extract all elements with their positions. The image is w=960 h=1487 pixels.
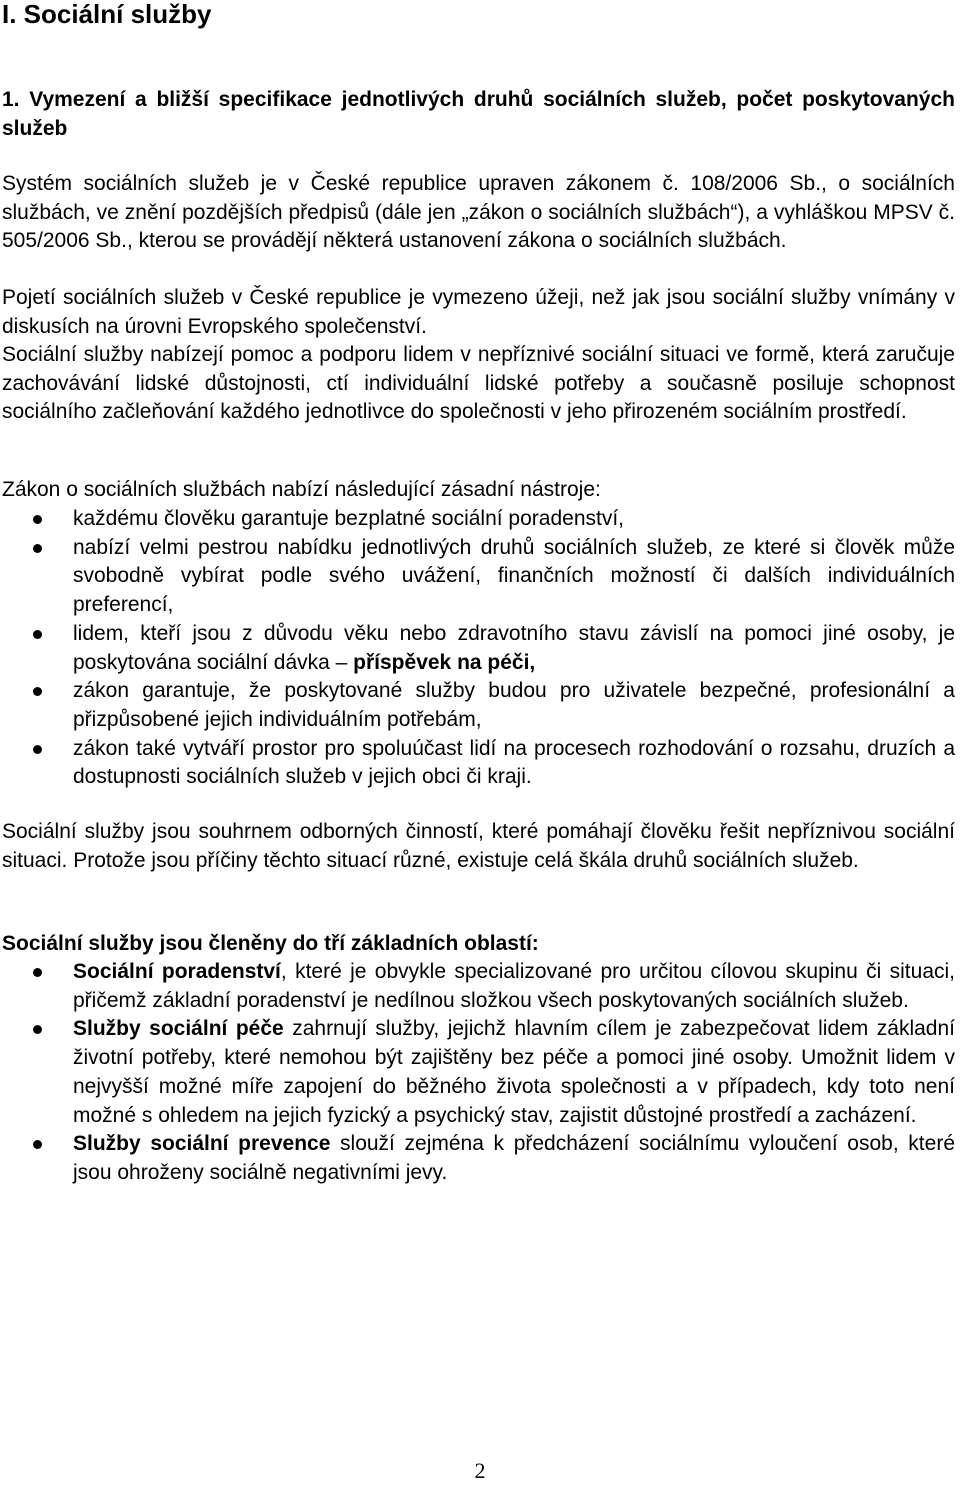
intro-paragraph-scope: Pojetí sociálních služeb v České republice je vymezeno úžeji, než jak jsou sociální služby vnímány v diskusích na úrovni Evropského společenství.	[2, 286, 955, 338]
document-title: I. Sociální služby	[2, 0, 212, 29]
bullet-icon	[33, 745, 42, 754]
area-term: Služby sociální prevence	[73, 1132, 331, 1156]
bullet-icon	[33, 687, 42, 696]
page-number: 2	[474, 1458, 486, 1483]
list-item: nabízí velmi pestrou nabídku jednotlivých druhů sociálních služeb, ze které si člověk může svobodně vybírat podle svého uvážení, finančních možností či dalších individuálních preferencí,	[0, 534, 955, 620]
bullet-icon	[33, 544, 42, 553]
bullet-icon	[33, 968, 42, 977]
intro-paragraph-purpose: Sociální služby nabízejí pomoc a podporu lidem v nepříznivé sociální situaci ve formě, která zaručuje zachovávání lidské důstojnosti, ctí individuální lidské potřeby a současně posiluje schopnost sociálního začleňování každého jednotlivce do společnosti v jeho přirozeném sociálním prostředí.	[2, 343, 955, 424]
list-item: Sociální poradenství, které je obvykle specializované pro určitou cílovou skupinu či situaci, přičemž základní poradenství je nedílnou složkou všech poskytovaných sociálních služeb.	[0, 958, 955, 1015]
care-allowance-emphasis: příspěvek na péči,	[353, 650, 536, 674]
list-item: lidem, kteří jsou z důvodu věku nebo zdravotního stavu závislí na pomoci jiné osoby, je poskytována sociální dávka – příspěvek na péči,	[0, 620, 955, 677]
bullet-icon	[33, 1025, 42, 1034]
bullet-icon	[33, 1140, 42, 1149]
list-item: zákon také vytváří prostor pro spoluúčast lidí na procesech rozhodování o rozsahu, druzích a dostupnosti sociálních služeb v jejich obci či kraji.	[0, 735, 955, 792]
area-term: Sociální poradenství	[73, 960, 281, 983]
intro-paragraph-legal-basis: Systém sociálních služeb je v České republice upraven zákonem č. 108/2006 Sb., o sociálních službách, ve znění pozdějších předpisů (dále jen „zákon o sociálních službách“), a vyhláškou MPSV č. 505/2006 Sb., kterou se provádějí některá ustanovení zákona o sociálních službách.	[2, 172, 955, 253]
bullet-icon	[33, 630, 42, 639]
bullet-icon	[33, 515, 42, 524]
list-item: Služby sociální péče zahrnují služby, jejichž hlavním cílem je zabezpečovat lidem základní životní potřeby, které nemohou být zajištěny bez péče a pomoci jiné osoby. Umožnit lidem v nejvyšší možné míře zapojení do běžného života společnosti a v případech, kdy toto není možné s ohledem na jejich fyzický a psychický stav, zajistit důstojné prostředí a zacházení.	[0, 1015, 955, 1130]
list-item: každému člověku garantuje bezplatné sociální poradenství,	[0, 505, 955, 534]
area-term: Služby sociální péče	[73, 1017, 284, 1041]
areas-list	[0, 958, 955, 1188]
areas-heading: Sociální služby jsou členěny do tří základních oblastí:	[2, 932, 539, 955]
tools-intro: Zákon o sociálních službách nabízí následující zásadní nástroje:	[2, 478, 601, 501]
section-heading: 1. Vymezení a bližší specifikace jednotlivých druhů sociálních služeb, počet poskytovaných služeb	[2, 88, 955, 140]
summary-paragraph: Sociální služby jsou souhrnem odborných činností, které pomáhají člověku řešit nepříznivou sociální situaci. Protože jsou příčiny těchto situací různé, existuje celá škála druhů sociálních služeb.	[2, 820, 955, 872]
list-item: Služby sociální prevence slouží zejména k předcházení sociálnímu vyloučení osob, které jsou ohroženy sociálně negativními jevy.	[0, 1130, 955, 1187]
tools-list	[0, 505, 955, 792]
list-item: zákon garantuje, že poskytované služby budou pro uživatele bezpečné, profesionální a přizpůsobené jejich individuálním potřebám,	[0, 677, 955, 734]
